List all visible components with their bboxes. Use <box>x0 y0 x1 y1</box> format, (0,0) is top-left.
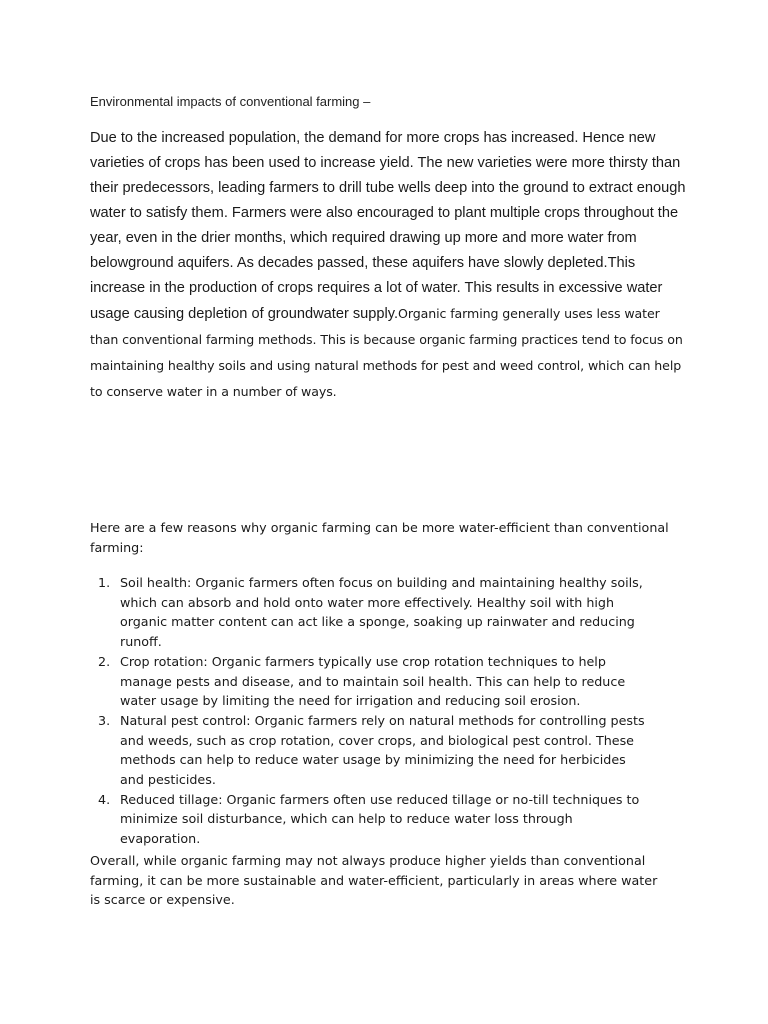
list-item <box>90 711 650 790</box>
list-item-number: 1. <box>98 575 111 590</box>
list-item-text: Soil health: Organic farmers often focus on building and maintaining healthy soils, which can absorb and hold onto water more effectively. Healthy soil with high organic matter content can act like a sponge, soaking up rainwater and reducing runoff. <box>120 575 643 650</box>
list-item-number: 2. <box>98 653 111 669</box>
impacts-paragraph-tail: Organic farming generally uses less water than conventional farming methods. This is because organic farming practices tend to focus on maintaining healthy soils and using natural methods for pest and weed control, which can help to conserve water in a number of ways. <box>90 306 683 399</box>
reasons-intro: Here are a few reasons why organic farming can be more water-efficient than conventional farming: <box>90 520 669 555</box>
list-item <box>90 652 650 711</box>
list-item <box>90 573 650 652</box>
list-item-text: Reduced tillage: Organic farmers often use reduced tillage or no-till techniques to minimize soil disturbance, which can help to reduce water loss through evaporation. <box>120 791 640 847</box>
list-item-text: Crop rotation: Organic farmers typically use crop rotation techniques to help manage pests and disease, and to maintain soil health. This can help to reduce water usage by limiting the need for irrigation and reducing soil erosion. <box>120 653 626 709</box>
list-item-number: 4. <box>98 791 111 807</box>
reasons-list <box>90 573 650 849</box>
impacts-paragraph-main: Due to the increased population, the demand for more crops has increased. Hence new varieties of crops has been used to increase yield. The new varieties were more thirsty than their predecessors, leading farmers to drill tube wells deep into the ground to extract enough water to satisfy them. Farmers were also encouraged to plant multiple crops throughout the year, even in the drier months, which required drawing up more and more water from belowground aquifers. As decades passed, these aquifers have slowly depleted.This increase in the production of crops requires a lot of water. This results in excessive water usage causing depletion of groundwater supply. <box>90 130 686 322</box>
list-item-number: 3. <box>98 712 111 728</box>
document-heading: Environmental impacts of conventional farming – <box>90 94 371 109</box>
conclusion-paragraph: Overall, while organic farming may not always produce higher yields than conventional farming, it can be more sustainable and water-efficient, particularly in areas where water is scarce or expensive. <box>90 853 658 908</box>
impacts-paragraph <box>90 126 690 405</box>
list-item <box>90 790 650 849</box>
list-item-text: Natural pest control: Organic farmers rely on natural methods for controlling pests and weeds, such as crop rotation, cover crops, and biological pest control. These methods can help to reduce water usage by minimizing the need for herbicides and pesticides. <box>120 712 645 788</box>
